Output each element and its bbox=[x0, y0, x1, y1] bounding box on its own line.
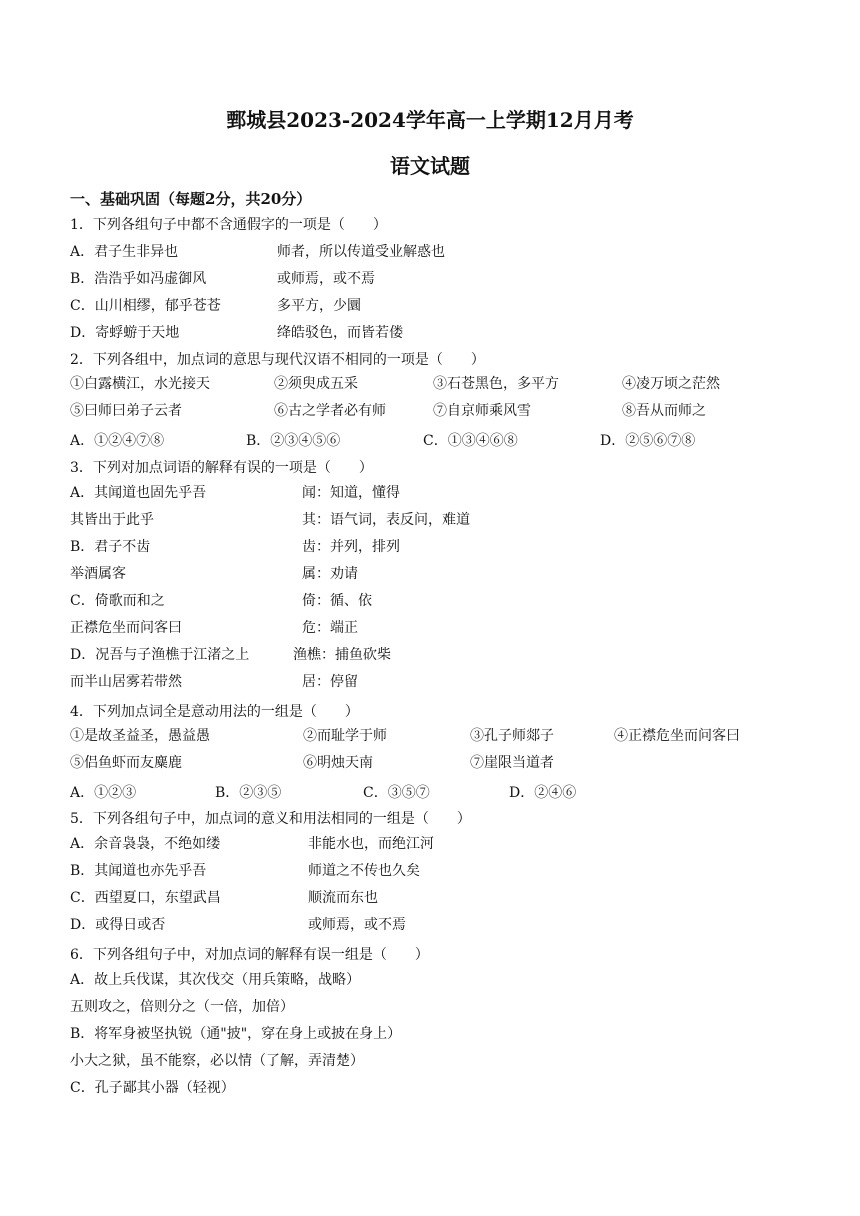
q4-item-3: ③孔子师郯子 bbox=[470, 728, 554, 744]
q3-line-6-left: 正襟危坐而问客曰 bbox=[70, 620, 182, 636]
q4-item-4: ④正襟危坐而问客曰 bbox=[614, 728, 740, 744]
q2-choice-c: C．①③④⑥⑧ bbox=[423, 433, 518, 449]
q1-option-a-right: 师者，所以传道受业解惑也 bbox=[277, 244, 445, 260]
q4-item-5: ⑤侣鱼虾而友麋鹿 bbox=[70, 755, 182, 771]
q5-option-b-right: 师道之不传也久矣 bbox=[308, 863, 420, 879]
q3-line-4-right: 属：劝请 bbox=[302, 566, 358, 582]
q6-line-5: C．孔子鄙其小器（轻视） bbox=[70, 1080, 235, 1096]
q4-choice-c: C．③⑤⑦ bbox=[363, 785, 430, 801]
q4-item-1: ①是故圣益圣，愚益愚 bbox=[70, 728, 210, 744]
q5-option-d-left: D．或得日或否 bbox=[70, 917, 166, 933]
q6-line-2: 五则攻之，倍则分之（一倍，加倍） bbox=[70, 999, 294, 1015]
question-3-stem: 3．下列对加点词语的解释有误的一项是（ ） bbox=[70, 460, 373, 476]
q1-option-b-left: B．浩浩乎如冯虚御风 bbox=[70, 271, 207, 287]
q5-option-c-left: C．西望夏口，东望武昌 bbox=[70, 890, 221, 906]
q4-item-7: ⑦崖限当道者 bbox=[470, 755, 554, 771]
q3-line-5-left: C．倚歌而和之 bbox=[70, 593, 165, 609]
q3-line-1-left: A．其闻道也固先乎吾 bbox=[70, 485, 207, 501]
q2-choice-b: B．②③④⑤⑥ bbox=[246, 433, 341, 449]
q5-option-d-right: 或师焉，或不焉 bbox=[308, 917, 406, 933]
q2-item-4: ④凌万顷之茫然 bbox=[622, 376, 720, 392]
q1-option-d-left: D．寄蜉蝣于天地 bbox=[70, 325, 180, 341]
q4-item-6: ⑥明烛天南 bbox=[303, 755, 373, 771]
q2-item-1: ①白露横江，水光接天 bbox=[70, 376, 210, 392]
question-2-stem: 2．下列各组中，加点词的意思与现代汉语不相同的一项是（ ） bbox=[70, 352, 485, 368]
q5-option-a-right: 非能水也，而绝江河 bbox=[308, 836, 434, 852]
question-4-stem: 4．下列加点词全是意动用法的一组是（ ） bbox=[70, 704, 359, 720]
q3-line-1-right: 闻：知道，懂得 bbox=[302, 485, 400, 501]
q1-option-a-left: A．君子生非异也 bbox=[70, 244, 179, 260]
q4-item-2: ②而耻学于师 bbox=[303, 728, 387, 744]
q3-line-8-left: 而半山居雾若带然 bbox=[70, 674, 182, 690]
q5-option-a-left: A．余音袅袅，不绝如缕 bbox=[70, 836, 221, 852]
q3-line-6-right: 危：端正 bbox=[302, 620, 358, 636]
q3-line-8-right: 居：停留 bbox=[302, 674, 358, 690]
q3-line-2-right: 其：语气词，表反问，难道 bbox=[302, 512, 470, 528]
q2-item-8: ⑧吾从而师之 bbox=[622, 403, 706, 419]
section-heading: 一、基础巩固（每题2分，共20分） bbox=[70, 190, 312, 208]
exam-subtitle: 语文试题 bbox=[390, 154, 470, 178]
q3-line-5-right: 倚：循、依 bbox=[302, 593, 372, 609]
q2-choice-a: A．①②④⑦⑧ bbox=[70, 433, 165, 449]
question-5-stem: 5．下列各组句子中，加点词的意义和用法相同的一组是（ ） bbox=[70, 811, 471, 827]
q6-line-4: 小大之狱，虽不能察，必以情（了解，弄清楚） bbox=[70, 1053, 364, 1069]
question-1-stem: 1．下列各组句子中都不含通假字的一项是（ ） bbox=[70, 217, 387, 233]
q3-line-7-left: D．况吾与子渔樵于江渚之上 bbox=[70, 647, 250, 663]
q3-line-2-left: 其皆出于此乎 bbox=[70, 512, 154, 528]
q3-line-7-right: 渔樵：捕鱼砍柴 bbox=[293, 647, 391, 663]
q2-item-2: ②须臾成五采 bbox=[274, 376, 358, 392]
q2-item-7: ⑦自京师乘风雪 bbox=[433, 403, 531, 419]
question-6-stem: 6．下列各组句子中，对加点词的解释有误一组是（ ） bbox=[70, 947, 429, 963]
q2-item-5: ⑤曰师曰弟子云者 bbox=[70, 403, 182, 419]
q3-line-3-right: 齿：并列，排列 bbox=[302, 539, 400, 555]
q6-line-1: A．故上兵伐谋，其次伐交（用兵策略，战略） bbox=[70, 972, 361, 988]
exam-title: 鄄城县2023-2024学年高一上学期12月月考 bbox=[226, 108, 634, 132]
q4-choice-a: A．①②③ bbox=[70, 785, 137, 801]
q2-choice-d: D．②⑤⑥⑦⑧ bbox=[600, 433, 696, 449]
q5-option-b-left: B．其闻道也亦先乎吾 bbox=[70, 863, 207, 879]
q4-choice-d: D．②④⑥ bbox=[509, 785, 577, 801]
q2-item-6: ⑥古之学者必有师 bbox=[274, 403, 386, 419]
q4-choice-b: B．②③⑤ bbox=[215, 785, 282, 801]
q1-option-c-left: C．山川相缪，郁乎苍苍 bbox=[70, 298, 221, 314]
q1-option-c-right: 多平方，少圜 bbox=[277, 298, 361, 314]
q5-option-c-right: 顺流而东也 bbox=[308, 890, 378, 906]
q3-line-3-left: B．君子不齿 bbox=[70, 539, 151, 555]
q6-line-3: B．将军身被坚执锐（通"披"，穿在身上或披在身上） bbox=[70, 1026, 402, 1042]
q2-item-3: ③石苍黑色，多平方 bbox=[433, 376, 559, 392]
q1-option-d-right: 绛皓驳色，而皆若偻 bbox=[277, 325, 403, 341]
q3-line-4-left: 举酒属客 bbox=[70, 566, 126, 582]
q1-option-b-right: 或师焉，或不焉 bbox=[277, 271, 375, 287]
